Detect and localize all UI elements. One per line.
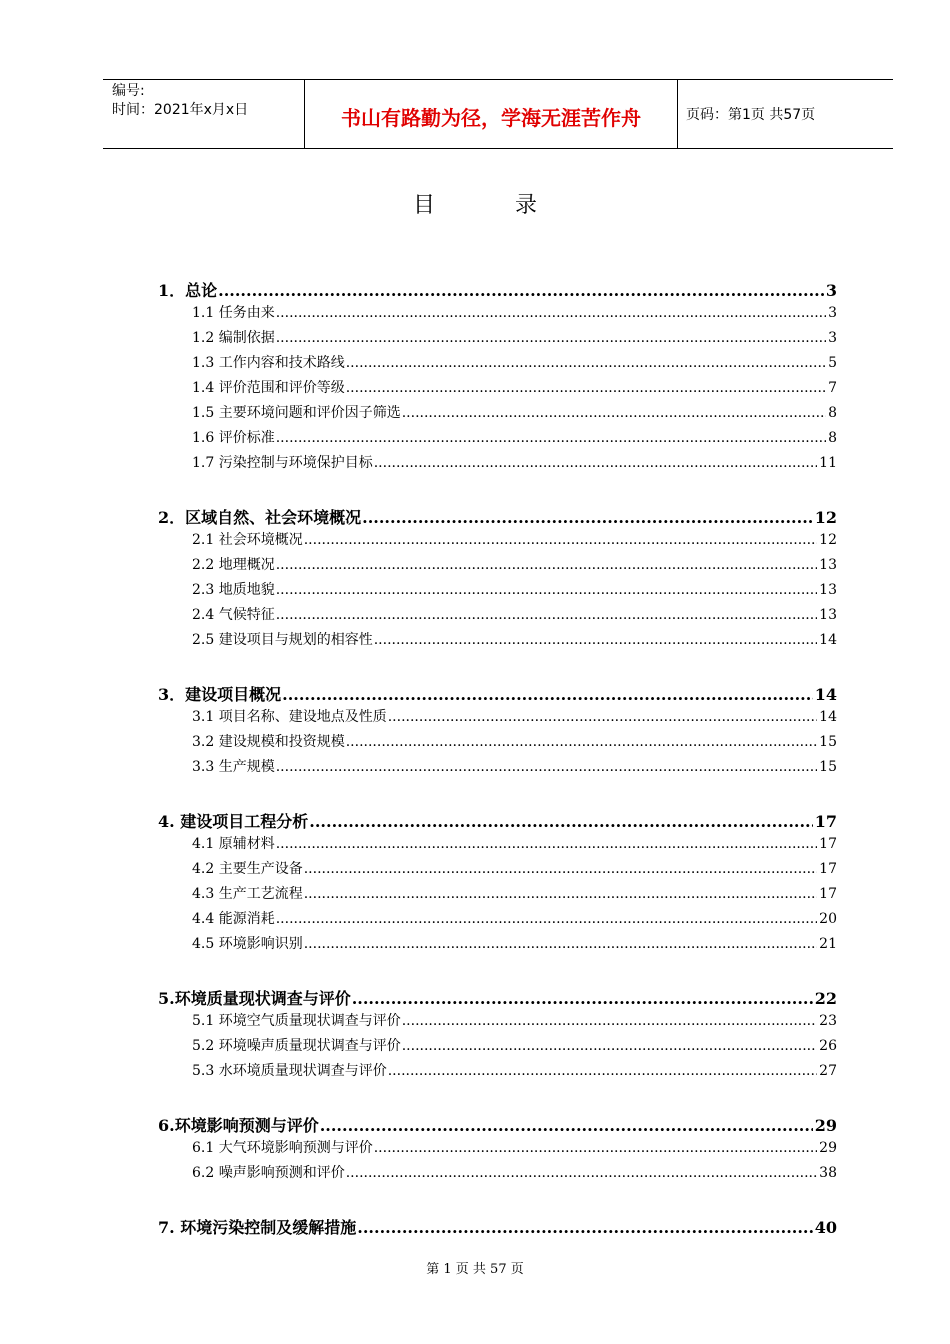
toc-chapter-entry[interactable] xyxy=(158,1215,837,1239)
toc-entry-page: 11 xyxy=(819,455,837,471)
toc-dot-leader xyxy=(276,330,826,346)
page-header xyxy=(103,79,893,149)
toc-entry-page: 14 xyxy=(814,685,837,704)
toc-entry-title: 3.3 生产规模 xyxy=(192,759,275,775)
toc-entry-title: 1．总论 xyxy=(158,281,218,300)
toc-entry-page: 29 xyxy=(814,1116,837,1135)
toc-entry-page: 14 xyxy=(819,632,837,648)
toc-entry-page: 29 xyxy=(819,1140,837,1156)
toc-chapter-entry[interactable] xyxy=(158,682,837,706)
toc-dot-leader xyxy=(276,759,817,775)
toc-section-entry[interactable] xyxy=(158,327,837,349)
toc-entry-page: 27 xyxy=(819,1063,837,1079)
toc-entry-title: 4.5 环境影响识别 xyxy=(192,936,303,952)
toc-entry-title: 1.1 任务由来 xyxy=(192,305,275,321)
toc-entry-title: 1.6 评价标准 xyxy=(192,430,275,446)
header-page-code: 页码：第1页 共57页 xyxy=(686,107,816,123)
toc-dot-leader xyxy=(304,936,817,952)
toc-entry-title: 3．建设项目概况 xyxy=(158,685,282,704)
toc-entry-title: 6.1 大气环境影响预测与评价 xyxy=(192,1140,373,1156)
toc-entry-page: 21 xyxy=(819,936,837,952)
toc-section-entry[interactable] xyxy=(158,377,837,399)
toc-entry-title: 2.4 气候特征 xyxy=(192,607,275,623)
toc-section-entry[interactable] xyxy=(158,579,837,601)
toc-dot-leader xyxy=(320,1116,813,1135)
toc-entry-title: 7. 环境污染控制及缓解措施 xyxy=(158,1218,357,1237)
toc-title-right: 录 xyxy=(515,193,538,218)
toc-title-left: 目 xyxy=(412,193,435,218)
toc-dot-leader xyxy=(374,632,817,648)
toc-entry-title: 2．区域自然、社会环境概况 xyxy=(158,508,362,527)
toc-section-entry[interactable] xyxy=(158,833,837,855)
toc-entry-title: 5.3 水环境质量现状调查与评价 xyxy=(192,1063,387,1079)
toc-section-entry[interactable] xyxy=(158,452,837,474)
toc-section-entry[interactable] xyxy=(158,756,837,778)
toc-chapter-entry[interactable] xyxy=(158,505,837,529)
toc-entry-title: 4.3 生产工艺流程 xyxy=(192,886,303,902)
toc-entry-page: 14 xyxy=(819,709,837,725)
toc-dot-leader xyxy=(276,911,817,927)
toc-entry-page: 38 xyxy=(819,1165,837,1181)
toc-dot-leader xyxy=(388,1063,817,1079)
toc-entry-page: 3 xyxy=(828,330,837,346)
toc-dot-leader xyxy=(276,607,817,623)
toc-dot-leader xyxy=(402,1038,817,1054)
toc-entry-title: 2.2 地理概况 xyxy=(192,557,275,573)
toc-entry-title: 5.2 环境噪声质量现状调查与评价 xyxy=(192,1038,401,1054)
toc-entry-page: 17 xyxy=(814,812,837,831)
toc-section-entry[interactable] xyxy=(158,883,837,905)
toc-entry-title: 2.1 社会环境概况 xyxy=(192,532,303,548)
toc-chapter-entry[interactable] xyxy=(158,986,837,1010)
toc-entry-page: 3 xyxy=(825,281,837,300)
toc-section-entry[interactable] xyxy=(158,1137,837,1159)
toc-entry-page: 17 xyxy=(819,836,837,852)
toc-dot-leader xyxy=(346,734,817,750)
toc-dot-leader xyxy=(276,557,817,573)
toc-chapter-entry[interactable] xyxy=(158,1113,837,1137)
toc-section-entry[interactable] xyxy=(158,1010,837,1032)
toc-entry-page: 20 xyxy=(819,911,837,927)
toc-entry-page: 12 xyxy=(814,508,837,527)
toc-section-entry[interactable] xyxy=(158,554,837,576)
page-footer: 第 1 页 共 57 页 xyxy=(426,1262,524,1277)
toc-entry-page: 26 xyxy=(819,1038,837,1054)
header-right-cell xyxy=(678,80,893,148)
toc-dot-leader xyxy=(402,405,826,421)
toc-entry-page: 3 xyxy=(828,305,837,321)
toc-entry-title: 4.4 能源消耗 xyxy=(192,911,275,927)
toc-entry-page: 13 xyxy=(819,607,837,623)
toc-entry-page: 7 xyxy=(828,380,837,396)
toc-section-entry[interactable] xyxy=(158,427,837,449)
toc-dot-leader xyxy=(362,508,813,527)
toc-entry-title: 2.5 建设项目与规划的相容性 xyxy=(192,632,373,648)
toc-dot-leader xyxy=(374,1140,817,1156)
toc-dot-leader xyxy=(276,305,826,321)
toc-entry-title: 5.环境质量现状调查与评价 xyxy=(158,989,351,1008)
toc-dot-leader xyxy=(218,281,824,300)
toc-dot-leader xyxy=(304,861,817,877)
header-motto: 书山有路勤为径，学海无涯苦作舟 xyxy=(341,106,641,130)
toc-entry-page: 13 xyxy=(819,582,837,598)
toc-entry-title: 6.环境影响预测与评价 xyxy=(158,1116,319,1135)
toc-entry-title: 1.3 工作内容和技术路线 xyxy=(192,355,345,371)
toc-entry-page: 23 xyxy=(819,1013,837,1029)
toc-section-entry[interactable] xyxy=(158,933,837,955)
toc-section-entry[interactable] xyxy=(158,1060,837,1082)
toc-section-entry[interactable] xyxy=(158,302,837,324)
header-middle-cell xyxy=(305,80,678,148)
toc-section-entry[interactable] xyxy=(158,629,837,651)
toc-dot-leader xyxy=(276,582,817,598)
toc-section-entry[interactable] xyxy=(158,352,837,374)
toc-dot-leader xyxy=(304,886,817,902)
document-number-label: 编号: xyxy=(112,83,145,99)
toc-entry-title: 6.2 噪声影响预测和评价 xyxy=(192,1165,345,1181)
document-time-label: 时间：2021年x月x日 xyxy=(112,102,249,118)
toc-dot-leader xyxy=(309,812,812,831)
toc-entry-title: 3.1 项目名称、建设地点及性质 xyxy=(192,709,387,725)
toc-dot-leader xyxy=(388,709,817,725)
toc-chapter-entry[interactable] xyxy=(158,809,837,833)
toc-entry-page: 13 xyxy=(819,557,837,573)
toc-section-entry[interactable] xyxy=(158,529,837,551)
toc-dot-leader xyxy=(374,455,817,471)
toc-entry-title: 1.2 编制依据 xyxy=(192,330,275,346)
toc-section-entry[interactable] xyxy=(158,1162,837,1184)
toc-dot-leader xyxy=(276,430,826,446)
toc-section-entry[interactable] xyxy=(158,604,837,626)
toc-section-entry[interactable] xyxy=(158,731,837,753)
toc-entry-page: 8 xyxy=(828,430,837,446)
toc-entry-title: 4.2 主要生产设备 xyxy=(192,861,303,877)
toc-section-entry[interactable] xyxy=(158,706,837,728)
toc-entry-title: 1.4 评价范围和评价等级 xyxy=(192,380,345,396)
toc-dot-leader xyxy=(402,1013,817,1029)
toc-entry-title: 4.1 原辅材料 xyxy=(192,836,275,852)
toc-dot-leader xyxy=(346,355,826,371)
toc-entry-title: 4. 建设项目工程分析 xyxy=(158,812,309,831)
toc-dot-leader xyxy=(276,836,817,852)
toc-section-entry[interactable] xyxy=(158,1035,837,1057)
toc-entry-page: 22 xyxy=(814,989,837,1008)
toc-entry-title: 2.3 地质地貌 xyxy=(192,582,275,598)
toc-entry-title: 3.2 建设规模和投资规模 xyxy=(192,734,345,750)
toc-entry-page: 15 xyxy=(819,734,837,750)
toc-dot-leader xyxy=(346,1165,817,1181)
toc-entry-page: 17 xyxy=(819,886,837,902)
toc-dot-leader xyxy=(357,1218,812,1237)
toc-dot-leader xyxy=(304,532,817,548)
toc-dot-leader xyxy=(282,685,813,704)
toc-entry-title: 1.5 主要环境问题和评价因子筛选 xyxy=(192,405,401,421)
toc-entry-page: 8 xyxy=(828,405,837,421)
toc-section-entry[interactable] xyxy=(158,908,837,930)
toc-entry-page: 12 xyxy=(819,532,837,548)
toc-entry-title: 5.1 环境空气质量现状调查与评价 xyxy=(192,1013,401,1029)
toc-entry-page: 5 xyxy=(828,355,837,371)
toc-entry-title: 1.7 污染控制与环境保护目标 xyxy=(192,455,373,471)
header-left-cell xyxy=(103,80,305,148)
toc-chapter-entry[interactable] xyxy=(158,278,837,302)
toc-section-entry[interactable] xyxy=(158,858,837,880)
toc-dot-leader xyxy=(352,989,813,1008)
toc-entry-page: 40 xyxy=(814,1218,837,1237)
toc-title xyxy=(0,188,950,219)
toc-entry-page: 15 xyxy=(819,759,837,775)
toc-section-entry[interactable] xyxy=(158,402,837,424)
toc-entry-page: 17 xyxy=(819,861,837,877)
toc-dot-leader xyxy=(346,380,826,396)
